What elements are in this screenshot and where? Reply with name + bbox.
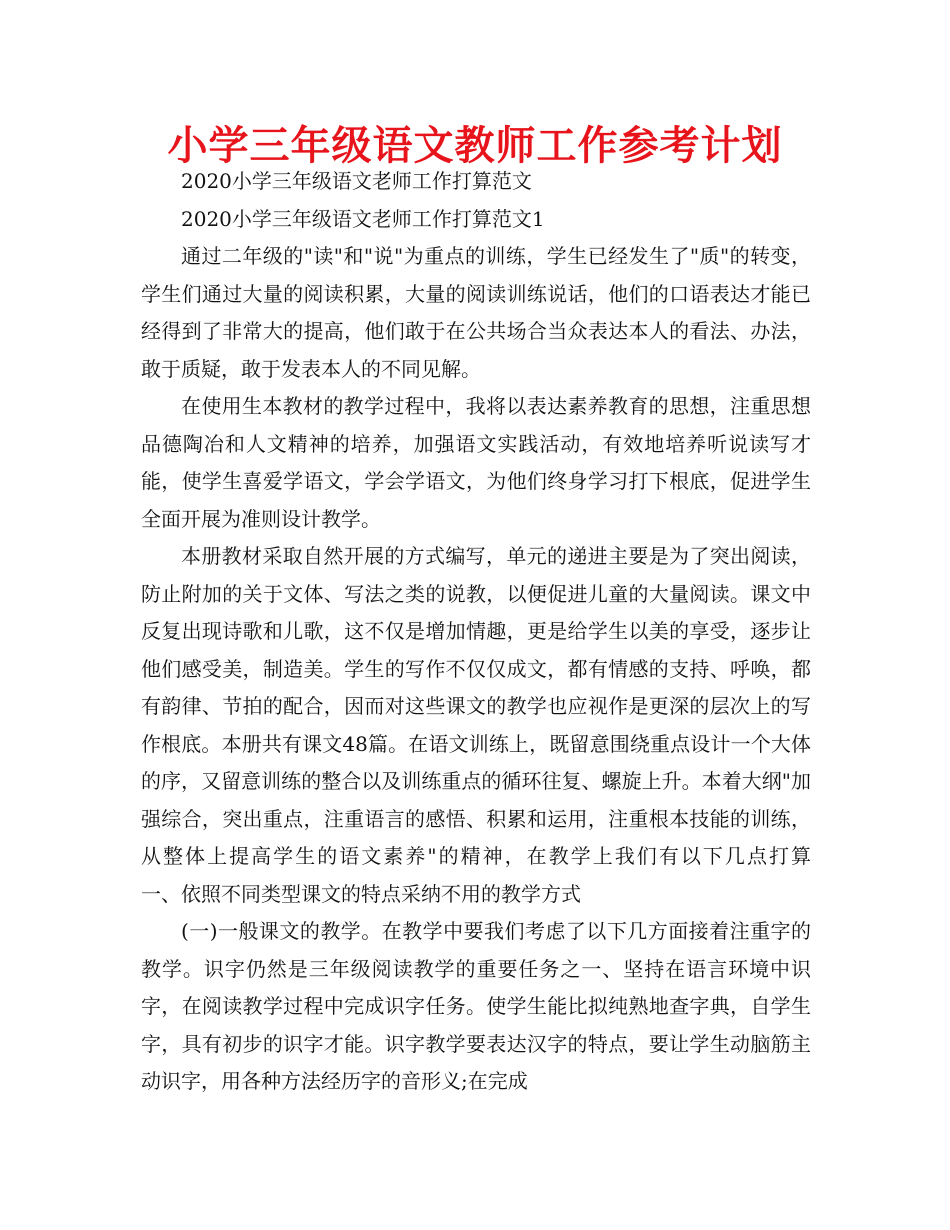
paragraph-1: 通过二年级的"读"和"说"为重点的训练，学生已经发生了"质"的转变，学生们通过大量的阅读积累，大量的阅读训练说话，他们的口语表达才能已经得到了非常大的提高，他们敢于在公共场合当众表达本人的看法、办法，敢于质疑，敢于发表本人的不同见解。	[141, 244, 811, 381]
document-title: 小学三年级语文教师工作参考计划	[167, 123, 783, 169]
document-body	[141, 163, 851, 1101]
subtitle-line-1: 2020小学三年级语文老师工作打算范文	[181, 169, 532, 193]
subtitle-line-2: 2020小学三年级语文老师工作打算范文1	[181, 206, 545, 231]
paragraph-2: 在使用生本教材的教学过程中，我将以表达素养教育的思想，注重思想品德陶冶和人文精神的培养，加强语文实践活动，有效地培养听说读写才能，使学生喜爱学语文，学会学语文，为他们终身学习打下根底，促进学生全面开展为准则设计教学。	[141, 394, 811, 531]
paragraph-4: (一)一般课文的教学。在教学中要我们考虑了以下几方面接着注重字的教学。识字仍然是三年级阅读教学的重要任务之一、坚持在语言环境中识字，在阅读教学过程中完成识字任务。使学生能比拟纯熟地查字典，自学生字，具有初步的识字才能。识字教学要表达汉字的特点，要让学生动脑筋主动识字，用各种方法经历字的音形义;在完成	[141, 919, 811, 1093]
paragraph-3: 本册教材采取自然开展的方式编写，单元的递进主要是为了突出阅读，防止附加的关于文体、写法之类的说教，以便促进儿童的大量阅读。课文中反复出现诗歌和儿歌，这不仅是增加情趣，更是给学生以美的享受，逐步让他们感受美，制造美。学生的写作不仅仅成文，都有情感的支持、呼唤，都有韵律、节拍的配合，因而对这些课文的教学也应视作是更深的层次上的写作根底。本册共有课文48篇。在语文训练上，既留意围绕重点设计一个大体的序，又留意训练的整合以及训练重点的循环往复、螺旋上升。本着大纲"加强综合，突出重点，注重语言的感悟、积累和运用，注重根本技能的训练，从整体上提高学生的语文素养"的精神，在教学上我们有以下几点打算 一、依照不同类型课文的特点采纳不用的教学方式	[141, 544, 851, 906]
